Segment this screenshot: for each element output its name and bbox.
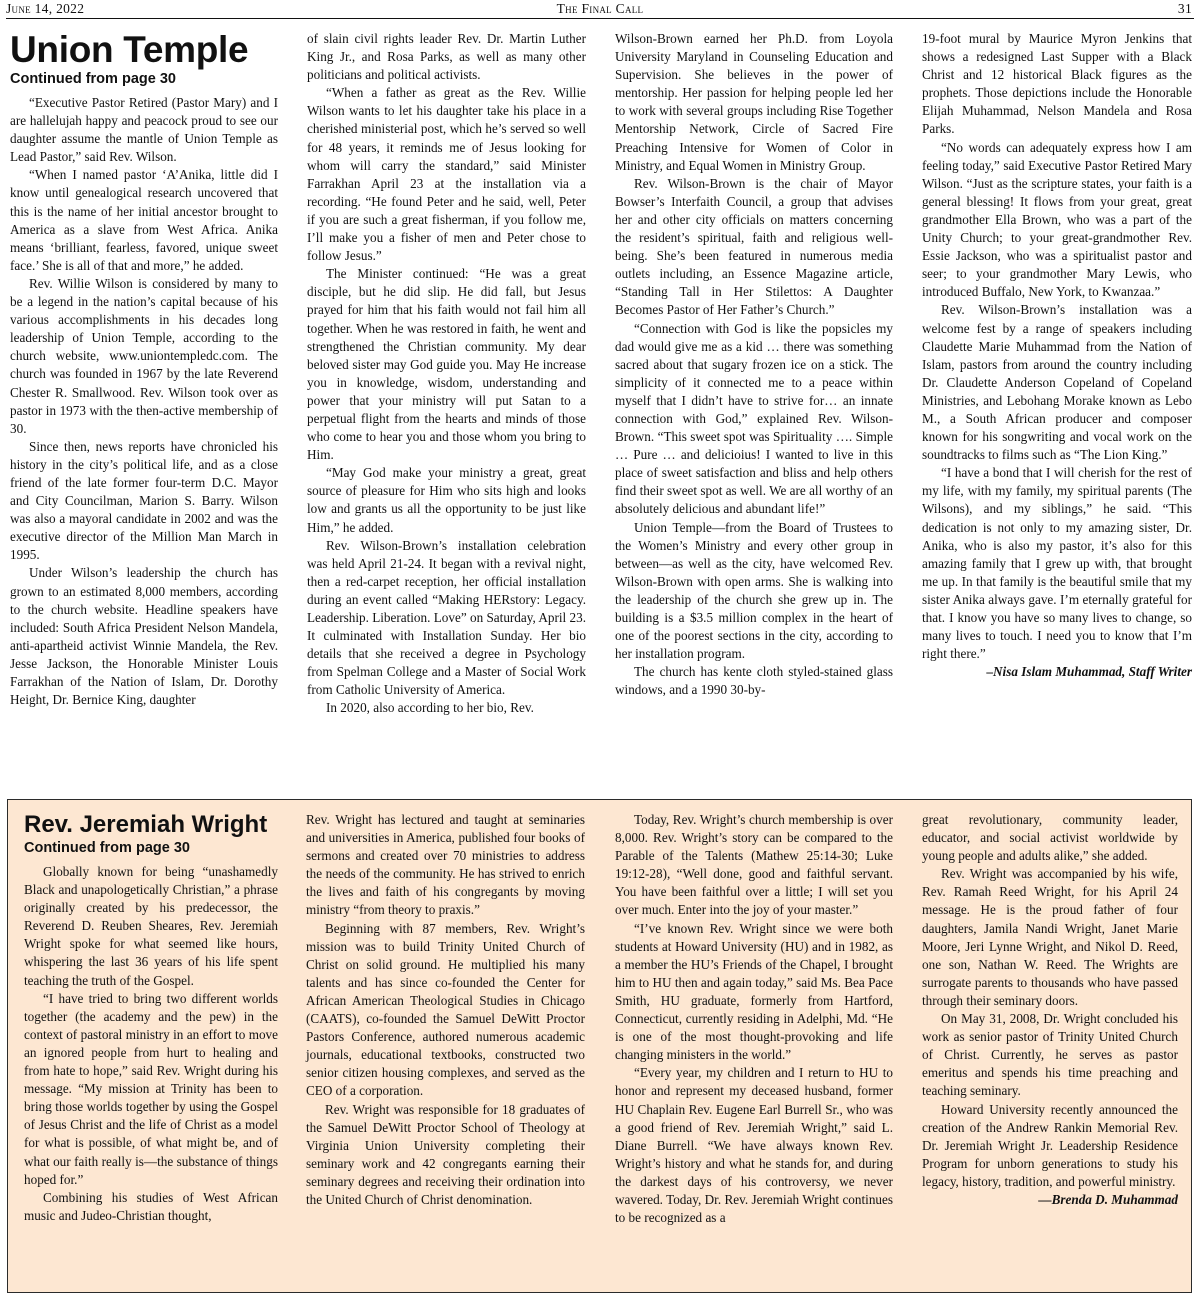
- article2-col1: [24, 811, 278, 1225]
- paragraph: “I have a bond that I will cherish for the rest of my life, with my family, my spiritual parents (The Wilsons), and my siblings,” he said. “This dedication is not only to my amazing sister, Dr. Anika, who is also my pastor, it’s also for this amazing family that I grew up with, that brought me up. In that family is the beautiful smile that my sister Anika always gave. I’m eternally grateful for that. I know you have so many lives to change, so many lives to touch. I need you to know that I’m right there.”: [922, 465, 1192, 662]
- paragraph: great revolutionary, community leader, educator, and social activist worldwide by young people and adults alike,” she added.: [922, 812, 1178, 864]
- article1-title: Union Temple: [10, 29, 249, 70]
- paragraph: Rev. Wilson-Brown’s installation was a welcome fest by a range of speakers including Claudette Marie Muhammad from the Nation of Islam, pastors from around the country including Dr. Claudette Anderson Copeland of Copeland Ministries, and Lebohang Morake known as Lebo M., a South African producer and composer known for his songwriting and vocal work on the soundtracks to films such as “The Lion King.”: [922, 302, 1192, 463]
- paragraph: “Executive Pastor Retired (Pastor Mary) and I are hallelujah happy and peacock proud to see our daughter assume the mantle of Union Temple as Lead Pastor,” said Rev. Wilson.: [10, 95, 278, 165]
- article2-byline: —Brenda D. Muhammad: [1038, 1191, 1178, 1207]
- paragraph: Combining his studies of West African music and Judeo-Christian thought,: [24, 1189, 278, 1223]
- paragraph: Rev. Wilson-Brown’s installation celebration was held April 21-24. It began with a revival night, then a red-carpet reception, her official installation during an event called “Making HERstory: Legacy. Leadership. Liberation. Love” on Saturday, April 23. It culminated with Installation Sunday. Her bio details that she received a degree in Psychology from Spelman College and a Master of Social Work from Catholic University of America.: [307, 537, 586, 698]
- issue-date: June 14, 2022: [6, 1, 85, 16]
- paragraph: “Every year, my children and I return to HU to honor and represent my deceased husband, former HU Chaplain Rev. Eugene Earl Burrell Sr., who was a good friend of Rev. Jeremiah Wright,” said L. Diane Burrell. “We have always known Rev. Wright’s history and what he stands for, and during the darkest days of his controversy, we never wavered. Today, Dr. Rev. Jeremiah Wright continues to be recognized as a: [615, 1065, 893, 1226]
- paragraph: On May 31, 2008, Dr. Wright concluded his work as senior pastor of Trinity United Church of Christ. Currently, he serves as pastor emeritus and spends his time preaching and teaching seminary.: [922, 1011, 1178, 1099]
- article1-col4: [922, 30, 1192, 681]
- paragraph: Rev. Wright was responsible for 18 graduates of the Samuel DeWitt Proctor School of Theology at Virginia Union University completing their seminary work and 42 congregants earning their seminary degrees and receiving their ordination into the United Church of Christ denomination.: [306, 1101, 585, 1207]
- paragraph: “Connection with God is like the popsicles my dad would give me as a kid … there was something sacred about that sugary frozen ice on a stick. The simplicity of it connected me to a peace within myself that I didn’t have to strive for… an innate connection with God,” explained Rev. Wilson-Brown. “This sweet spot was Spirituality …. Simple … Pure … and delicioius! I wanted to live in this place of sweet satisfaction and bliss and help others find their sweet spot as well. We are all worthy of an absolutely delicious and abundant life!”: [615, 320, 893, 517]
- paragraph: Globally known for being “unashamedly Black and unapologetically Christian,” a phrase originally created by his predecessor, the Reverend D. Reuben Sheares, Rev. Jeremiah Wright spoke for what seemed like hours, whispering the last 36 years of his life spent teaching the truth of the Gospel.: [24, 864, 278, 988]
- article1-continued: Continued from page 30: [10, 71, 176, 87]
- paragraph: The Minister continued: “He was a great disciple, but he did slip. He did fall, but Jesus prayed for him that his faith would not fail him all together. When he was restored in faith, he went and strengthened the Christian community. My dear beloved sister may God guide you. May He increase you in knowledge, wisdom, understanding and power that your ministry will put Satan to a perpetual flight from the hearts and minds of those who come to hear you and those whom you bring to Him.: [307, 266, 586, 463]
- paragraph: 19-foot mural by Maurice Myron Jenkins that shows a redesigned Last Supper with a Black Christ and 12 historical Black figures as the prophets. Those depictions include the Honorable Elijah Muhammad, Nelson Mandela and Rosa Parks.: [922, 31, 1192, 137]
- paragraph: “I have tried to bring two different worlds together (the academy and the pew) in the context of pastoral ministry in an effort to move an ignored people from hurt to healing and from hate to hope,” said Rev. Wright during his message. “My mission at Trinity has been to bring those worlds together by using the Gospel of Jesus Christ and the life of Christ as a model for what is possible, of what might be, and of what our faith really is—the substance of things hoped for.”: [24, 990, 278, 1187]
- paragraph: “When a father as great as the Rev. Willie Wilson wants to let his daughter take his place in a cherished ministerial post, which he’s served so well for 48 years, it reminds me of Jesus looking for whom will carry the standard,” said Minister Farrakhan April 23 at the installation via a recording. “He found Peter and he said, well, Peter if you are such a great fisherman, if you follow me, I’ll make you a fisher of men and Peter chose to follow Jesus.”: [307, 85, 586, 264]
- article1-col3: [615, 30, 893, 699]
- paragraph: Union Temple—from the Board of Trustees to the Women’s Ministry and every other group in between—as well as the city, have welcomed Rev. Wilson-Brown with open arms. She is walking into the leadership of the church she grew up in. The building is a $3.5 million complex in the heart of one of the poorest sections in the city, according to her installation program.: [615, 519, 893, 662]
- paragraph: Under Wilson’s leadership the church has grown to an estimated 8,000 members, according to the church website. Headline speakers have included: South Africa President Nelson Mandela, anti-apartheid activist Winnie Mandela, the Rev. Jesse Jackson, the Honorable Minister Louis Farrakhan of the Nation of Islam, Dr. Dorothy Height, Dr. Bernice King, daughter: [10, 565, 278, 708]
- paragraph: Wilson-Brown earned her Ph.D. from Loyola University Maryland in Counseling Education and Supervision. She believes in the power of mentorship. Her passion for helping people led her to work with several groups including Rise Together Mentorship Network, Circle of Sacred Fire Preaching Intensive for Women of Color in Ministry, and Equal Women in Ministry Group.: [615, 31, 893, 173]
- page-number: 31: [1177, 1, 1192, 16]
- paragraph: Rev. Wright has lectured and taught at seminaries and universities in America, published four books of sermons and created over 70 ministries to address the needs of the community. He has strived to enrich the lives and faith of his congregants by moving ministry “from theory to praxis.”: [306, 812, 585, 918]
- newspaper-name: The Final Call: [556, 1, 644, 16]
- paragraph: Rev. Wilson-Brown is the chair of Mayor Bowser’s Interfaith Council, a group that advises her and other city officials on matters concerning the resident’s spiritual, faith and religious well-being. She’s been featured in numerous media outlets including, an Essence Magazine article, “Standing Tall in Her Stilettos: A Daughter Becomes Pastor of Her Father’s Church.”: [615, 175, 893, 318]
- paragraph: “I’ve known Rev. Wright since we were both students at Howard University (HU) and in 1982, as a member the HU’s Friends of the Chapel, I brought him to HU then and again today,” said Ms. Bea Pace Smith, HU graduate, formerly from Hartford, Connecticut, currently residing in Adelphi, Md. “He is one of the most thought-provoking and life changing ministers in the world.”: [615, 920, 893, 1063]
- article2-col4: [922, 811, 1178, 1209]
- paragraph: In 2020, also according to her bio, Rev.: [326, 700, 534, 716]
- paragraph: “May God make your ministry a great, great source of pleasure for Him who sits high and looks low and grants us all the opportunity to be just like Him,” he added.: [307, 465, 586, 535]
- article2-col3: [615, 811, 893, 1227]
- page-header: [6, 0, 1194, 19]
- paragraph: Rev. Willie Wilson is considered by many to be a legend in the nation’s capital because of his various accomplishments in his decades long leadership of Union Temple, according to the church website, www.uniontempledc.com. The church was founded in 1967 by the late Reverend Chester R. Smallwood. Rev. Wilson took over as pastor in 1973 with the then-active membership of 30.: [10, 275, 278, 436]
- article1-col2: [307, 30, 586, 718]
- paragraph: “No words can adequately express how I am feeling today,” said Executive Pastor Retired Mary Wilson. “Just as the scripture states, your faith is a general blessing! It flows from your great, great grandmother Ella Brown, who was a part of the Unity Church; to your great-grandmother Rev. Essie Jackson, who was a spiritualist pastor and seer; to your grandmother Mary Lewis, who introduced Buffalo, New York, to Kwanzaa.”: [922, 139, 1192, 300]
- article2-title: Rev. Jeremiah Wright: [24, 811, 268, 838]
- paragraph: Rev. Wright was accompanied by his wife, Rev. Ramah Reed Wright, for his April 24 message. He is the proud father of four daughters, Jamila Nandi Wright, Janet Marie Moore, Jeri Lynne Wright, and Nikol D. Reed, one son, Nathan W. Reed. The Wrights are surrogate parents to thousands who have passed through their seminary doors.: [922, 866, 1178, 1008]
- paragraph: Since then, news reports have chronicled his history in the city’s political life, and as a close friend of the late former four-term D.C. Mayor and City Councilman, Marion S. Barry. Wilson was also a mayoral candidate in 2002 and was the executive director of the Million Man March in 1995.: [10, 438, 278, 563]
- paragraph: Today, Rev. Wright’s church membership is over 8,000. Rev. Wright’s story can be compared to the Parable of the Talents (Mathew 25:14-30; Luke 19:12-28), “Well done, good and faithful servant. You have been faithful over a little; I will set you over much. Enter into the joy of your master.”: [615, 812, 893, 918]
- article1-byline: –Nisa Islam Muhammad, Staff Writer: [986, 664, 1192, 680]
- paragraph: The church has kente cloth styled-stained glass windows, and a 1990 30-by-: [615, 664, 893, 698]
- paragraph: Howard University recently announced the creation of the Andrew Rankin Memorial Rev. Dr. Jeremiah Wright Jr. Leadership Residence Program for unborn generations to study his legacy, history, tradition, and powerful ministry.: [922, 1101, 1178, 1189]
- paragraph: Beginning with 87 members, Rev. Wright’s mission was to build Trinity United Church of Christ on solid ground. He multiplied his many talents and has since co-founded the Center for African American Theological Studies in Chicago (CAATS), co-founded the Samuel DeWitt Proctor Pastors Conference, authored numerous academic journals, educational textbooks, constructed two senior citizen housing complexes, and served as the CEO of a corporation.: [306, 920, 585, 1099]
- article2-continued: Continued from page 30: [24, 840, 190, 856]
- paragraph: “When I named pastor ‘A’Anika, little did I know until genealogical research uncovered that this is the name of her initial ancestor brought to America as a slave from West Africa. Anika means ‘brilliant, fearless, favored, unique sweet face.’ She is all of that and more,” he added.: [10, 167, 278, 273]
- paragraph: of slain civil rights leader Rev. Dr. Martin Luther King Jr., and Rosa Parks, as well as many other politicians and political activists.: [307, 31, 586, 83]
- article1-col1: [10, 30, 278, 709]
- article2-col2: [306, 811, 585, 1209]
